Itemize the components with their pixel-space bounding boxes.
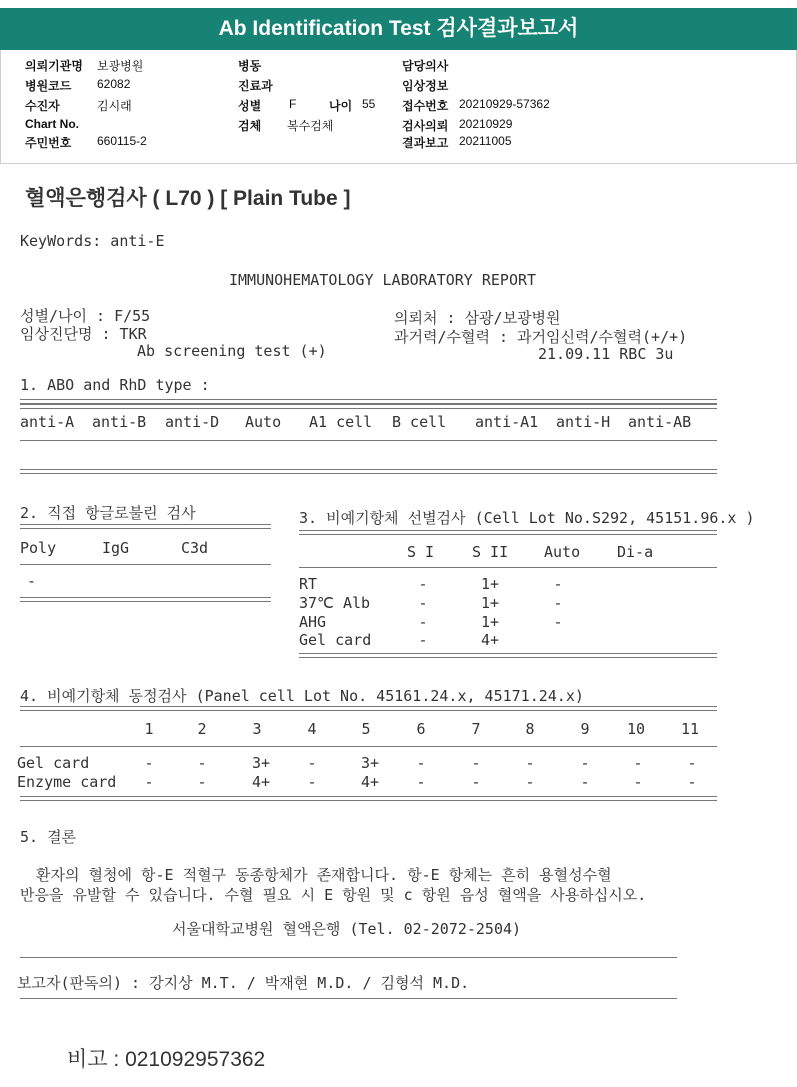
- screen-cell: -: [418, 613, 428, 631]
- panel-col: 9: [580, 720, 590, 738]
- panel-cell: -: [633, 773, 643, 791]
- age-label: 나이: [329, 99, 353, 113]
- patient-info-panel: [0, 50, 797, 164]
- divider: [20, 469, 717, 474]
- institution-value: 보광병원: [97, 59, 144, 73]
- conclusion-title: 5. 결론: [20, 828, 77, 846]
- lab-report-heading: IMMUNOHEMATOLOGY LABORATORY REPORT: [229, 271, 537, 289]
- divider: [20, 957, 677, 958]
- divider: [20, 706, 717, 711]
- dat-col-poly: Poly: [20, 539, 57, 557]
- abo-col-anti-a: anti-A: [20, 413, 75, 431]
- panel-cell: 3+: [360, 754, 380, 772]
- panel-cell: -: [197, 773, 207, 791]
- ward-label: 병동: [238, 59, 262, 73]
- divider: [20, 440, 717, 441]
- panel-cell: -: [687, 773, 697, 791]
- diagnosis-line: 임상진단명 : TKR: [20, 325, 147, 343]
- screen-row-label: Gel card: [299, 631, 372, 649]
- screen-cell: -: [553, 594, 563, 612]
- request-date-label: 검사의뢰: [402, 119, 449, 133]
- screen-row-label: 37℃ Alb: [299, 594, 371, 612]
- panel-cell: -: [580, 773, 590, 791]
- panel-cell: 4+: [251, 773, 271, 791]
- divider: [299, 530, 717, 535]
- panel-cell: -: [471, 773, 481, 791]
- panel-col: 6: [416, 720, 426, 738]
- divider: [20, 597, 271, 602]
- panel-cell: -: [525, 754, 535, 772]
- report-date-label: 결과보고: [402, 136, 449, 150]
- screen-col-s1: S I: [407, 543, 435, 561]
- divider: [20, 796, 717, 801]
- resident-id-value: 660115-2: [97, 134, 147, 148]
- screen-cell: 1+: [480, 613, 500, 631]
- screen-section-title: 3. 비예기항체 선별검사 (Cell Lot No.S292, 45151.96.x ): [299, 509, 755, 527]
- specimen-value: 복수검체: [287, 119, 334, 133]
- report-body: [0, 164, 797, 1087]
- divider: [20, 998, 677, 999]
- remark-line: 비고 : 021092957362: [67, 1048, 266, 1071]
- age-value: 55: [362, 97, 376, 111]
- abo-col-anti-d: anti-D: [165, 413, 220, 431]
- screening-line: Ab screening test (+): [137, 342, 327, 360]
- panel-cell: 3+: [251, 754, 271, 772]
- screen-col-dia: Di-a: [617, 543, 654, 561]
- dat-col-c3d: C3d: [181, 539, 209, 557]
- divider: [299, 567, 717, 568]
- abo-col-auto: Auto: [245, 413, 282, 431]
- request-date-value: 20210929: [459, 117, 513, 131]
- dat-section-title: 2. 직접 항글로불린 검사: [20, 504, 196, 522]
- sex-age-line: 성별/나이 : F/55: [20, 307, 151, 325]
- receipt-number-value: 20210929-57362: [459, 97, 550, 111]
- abo-col-anti-h: anti-H: [556, 413, 611, 431]
- screen-row-label: AHG: [299, 613, 327, 631]
- conclusion-line-1: 환자의 혈청에 항-E 적혈구 동종항체가 존재합니다. 항-E 항체는 흔히 용혈성수혈: [36, 866, 612, 884]
- screen-cell: -: [418, 575, 428, 593]
- doctor-label: 담당의사: [402, 59, 449, 73]
- panel-cell: 4+: [360, 773, 380, 791]
- screen-col-s2: S II: [472, 543, 509, 561]
- screen-row-label: RT: [299, 575, 318, 593]
- hospital-code-label: 병원코드: [25, 79, 72, 93]
- screen-cell: 1+: [480, 575, 500, 593]
- divider: [20, 524, 271, 529]
- department-label: 진료과: [238, 79, 273, 93]
- panel-cell: -: [144, 754, 154, 772]
- blood-bank-contact: 서울대학교병원 혈액은행 (Tel. 02-2072-2504): [172, 920, 522, 938]
- divider: [20, 746, 717, 747]
- dat-value: -: [27, 572, 37, 590]
- panel-col: 1: [144, 720, 154, 738]
- clinical-info-label: 임상정보: [402, 79, 449, 93]
- divider: [20, 404, 717, 409]
- panel-col: 7: [471, 720, 481, 738]
- institution-label: 의뢰기관명: [25, 59, 83, 73]
- screen-col-auto: Auto: [544, 543, 581, 561]
- history-line: 과거력/수혈력 : 과거임신력/수혈력(+/+): [394, 328, 688, 346]
- panel-col: 5: [361, 720, 371, 738]
- requester-line: 의뢰처 : 삼광/보광병원: [394, 309, 561, 327]
- sex-label: 성별: [238, 99, 262, 113]
- dat-col-igg: IgG: [102, 539, 130, 557]
- sex-value: F: [289, 97, 297, 111]
- panel-cell: -: [525, 773, 535, 791]
- panel-cell: -: [197, 754, 207, 772]
- panel-cell: -: [307, 773, 317, 791]
- patient-value: 김시래: [97, 99, 132, 113]
- panel-col: 8: [525, 720, 535, 738]
- panel-cell: -: [416, 773, 426, 791]
- panel-col: 4: [307, 720, 317, 738]
- specimen-label: 검체: [238, 119, 262, 133]
- receipt-number-label: 접수번호: [402, 99, 449, 113]
- abo-col-b-cell: B cell: [392, 413, 447, 431]
- screen-cell: -: [553, 575, 563, 593]
- report-title: 혈액은행검사 ( L70 ) [ Plain Tube ]: [25, 187, 351, 210]
- report-date-value: 20211005: [459, 134, 512, 148]
- divider: [20, 564, 271, 565]
- abo-col-anti-a1: anti-A1: [475, 413, 539, 431]
- panel-row-label: Gel card: [17, 754, 90, 772]
- keywords: KeyWords: anti-E: [20, 232, 165, 250]
- divider: [299, 653, 717, 658]
- panel-row-label: Enzyme card: [17, 773, 117, 791]
- panel-cell: -: [633, 754, 643, 772]
- panel-col: 2: [197, 720, 207, 738]
- chart-no-label: Chart No.: [25, 117, 79, 131]
- reporter-line: 보고자(판독의) : 강지상 M.T. / 박재현 M.D. / 김형석 M.D.: [17, 974, 470, 992]
- panel-cell: -: [687, 754, 697, 772]
- panel-cell: -: [471, 754, 481, 772]
- screen-cell: 4+: [480, 631, 500, 649]
- conclusion-line-2: 반응을 유발할 수 있습니다. 수혈 필요 시 E 항원 및 c 항원 음성 혈액을 사용하십시오.: [20, 886, 647, 904]
- hospital-code-value: 62082: [97, 77, 131, 91]
- panel-col: 3: [252, 720, 262, 738]
- report-title-bar: Ab Identification Test 검사결과보고서: [0, 8, 797, 50]
- screen-cell: -: [418, 631, 428, 649]
- panel-col: 10: [626, 720, 646, 738]
- panel-col: 11: [680, 720, 700, 738]
- screen-cell: -: [553, 613, 563, 631]
- abo-col-anti-ab: anti-AB: [628, 413, 692, 431]
- patient-label: 수진자: [25, 99, 60, 113]
- abo-section-title: 1. ABO and RhD type :: [20, 376, 210, 394]
- panel-cell: -: [144, 773, 154, 791]
- abo-col-a1-cell: A1 cell: [309, 413, 373, 431]
- panel-cell: -: [580, 754, 590, 772]
- panel-section-title: 4. 비예기항체 동정검사 (Panel cell Lot No. 45161.24.x, 45171.24.x): [20, 687, 584, 705]
- resident-id-label: 주민번호: [25, 136, 72, 150]
- abo-col-anti-b: anti-B: [92, 413, 147, 431]
- panel-cell: -: [416, 754, 426, 772]
- screen-cell: 1+: [480, 594, 500, 612]
- history-detail: 21.09.11 RBC 3u: [538, 345, 674, 363]
- screen-cell: -: [418, 594, 428, 612]
- panel-cell: -: [307, 754, 317, 772]
